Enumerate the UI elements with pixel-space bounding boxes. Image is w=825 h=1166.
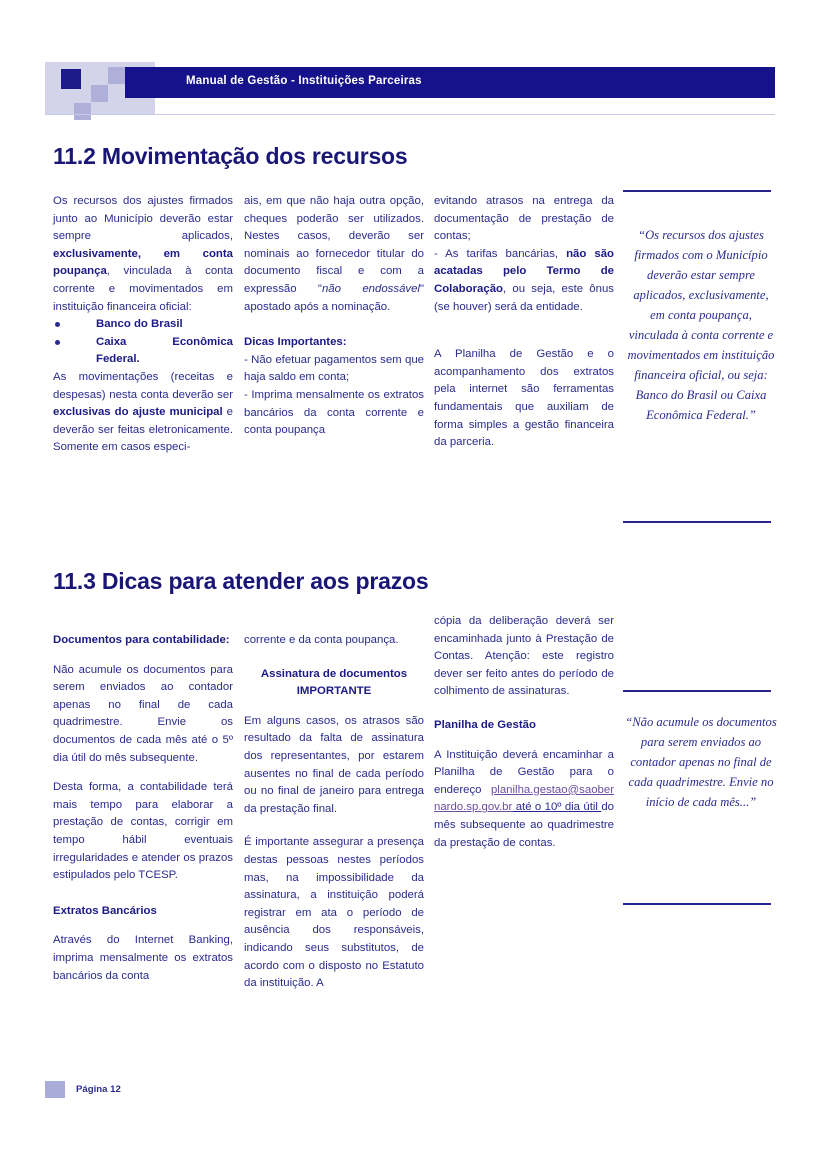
page-header [45,62,775,120]
section-11-3-column-1 [53,632,233,985]
paragraph [53,369,233,457]
pull-quote-11-2: “Os recursos dos ajustes firmados com o Município deverão estar sempre aplicados, exclusivamente, em conta poupança, vinculada à conta corrente e movimentados em instituição financeira oficial, ou seja: Banco do Brasil ou Caixa Econômica Federal.” [627,228,775,422]
paragraph: Em alguns casos, os atrasos são resultado da falta de assinatura dos representantes, por estarem ausentes no final de cada período ou no final de janeiro para entrega da prestação final. [244,714,424,815]
pull-quote-11-3: “Não acumule os documentos para serem enviados ao contador apenas no final de cada quadrimestre. Envie no início de cada mês...” [625,715,777,809]
section-11-2-column-3 [434,193,614,464]
list-item [53,316,233,334]
text-run-bold: não são acatadas pelo Termo de Colaboração [434,247,614,295]
paragraph: corrente e da conta poupança. [244,634,399,646]
list-item [53,334,233,369]
text-run-bold: exclusivamente, em conta poupança [53,247,233,278]
paragraph: Não acumule os documentos para serem enviados ao contador apenas no final de cada quadrimestre. Envie os documentos de cada mês até o 5º dia útil do mês subsequente. [53,663,233,764]
paragraph [434,246,614,316]
text-run: ais, em que não haja outra opção, cheques poderão ser utilizados. Nestes casos, deverão ser nominais ao fornecedor titular do documento fiscal e com a expressão " [244,195,424,295]
paragraph: A Planilha de Gestão e o acompanhamento dos extratos pela internet são ferramentas fundamentais que auxiliam de forma simples a gestão financeira da parceria. [434,348,614,449]
paragraph: - Imprima mensalmente os extratos bancários da conta corrente e conta poupança [244,388,424,437]
text-run: As movimentações (receitas e despesas) nesta conta deverão ser [53,370,233,401]
footer-page-number: Página 12 [76,1084,121,1095]
text-run: , ou seja, este ônus (se houver) será da entidade. [434,282,614,313]
header-square-light-c-icon [74,103,91,120]
text-run: " apostado após a nominação. [244,282,425,313]
subheading-extratos-bancarios: Extratos Bancários [53,904,157,917]
subheading-importante: IMPORTANTE [296,685,372,698]
text-run: e deverão ser feitas eletronicamente. Somente em casos especi- [53,406,233,454]
text-run: - As tarifas bancárias, [434,247,567,260]
text-run-bold: exclusivas do ajuste municipal [53,406,223,419]
paragraph: Através do Internet Banking, imprima mensalmente os extratos bancários da conta [53,934,233,982]
subheading-documentos-contabilidade: Documentos para contabilidade: [53,634,230,646]
paragraph: - Não efetuar pagamentos sem que haja saldo em conta; [244,353,424,384]
section-11-3-column-3 [434,613,614,852]
quote-rule-top [623,190,771,192]
text-run: , vinculada à conta corrente e movimentados em instituição financeira oficial: [53,265,233,313]
email-link[interactable]: planilha.gestao@saobernardo.sp.gov.br [434,783,614,814]
section-11-2-column-1 [53,193,233,457]
bullet-icon [55,340,60,345]
header-title-bar [125,67,775,98]
quote-rule-top [623,690,771,692]
header-underline [45,114,775,115]
text-run: do mês subsequente ao quadrimestre da prestação de contas. [434,801,614,849]
subheading-assinatura-documentos: Assinatura de documentos [260,667,408,680]
paragraph: Desta forma, a contabilidade terá mais tempo para elaborar a prestação de contas, corrigir em tempo hábil eventuais irregularidades e atender os prazos estipulados pelo TCESP. [53,781,233,882]
section-heading-11-3: 11.3 Dicas para atender aos prazos [53,568,429,594]
subheading-planilha-gestao: Planilha de Gestão [434,718,536,731]
header-square-light-b-icon [91,85,108,102]
bullet-icon [55,322,60,327]
list-item-label: Banco do Brasil [96,318,183,331]
paragraph [434,747,614,853]
list-item-label: Caixa Econômica Federal. [96,335,233,366]
quote-rule-bottom [623,903,771,905]
footer-square-icon [45,1081,65,1098]
section-11-2-column-2 [244,193,424,440]
text-run: Os recursos dos ajustes firmados junto ao Município deverão estar sempre aplicados, [53,195,233,243]
paragraph: É importante assegurar a presença destas pessoas nestes períodos mas, na impossibilidade da assinatura, a instituição poderá registrar em ata o período de ausência dos responsáveis, indicando seus substitutos, de acordo com o disposto no Estatuto da instituição. A [244,836,424,990]
header-square-light-a-icon [108,67,125,84]
header-square-dark-icon [61,69,81,89]
paragraph [53,193,233,316]
paragraph: cópia da deliberação deverá ser encaminhada junto à Prestação de Contas. Atenção: este registro dever ser feito antes do período de colhimento de assinaturas. [434,615,614,698]
bank-list [53,316,233,369]
section-heading-11-2: 11.2 Movimentação dos recursos [53,143,408,169]
header-title: Manual de Gestão - Instituições Parceiras [186,75,422,87]
text-run: A Instituição deverá encaminhar a Planilha de Gestão para o endereço [434,748,614,796]
subheading-dicas-importantes: Dicas Importantes: [244,336,347,349]
paragraph [244,193,424,316]
paragraph: evitando atrasos na entrega da documentação de prestação de contas; [434,195,614,243]
quote-rule-bottom [623,521,771,523]
text-run-underline: até o 10º dia útil [512,801,602,814]
section-11-3-column-2 [244,632,424,993]
text-run-italic: não endossável [321,282,420,295]
